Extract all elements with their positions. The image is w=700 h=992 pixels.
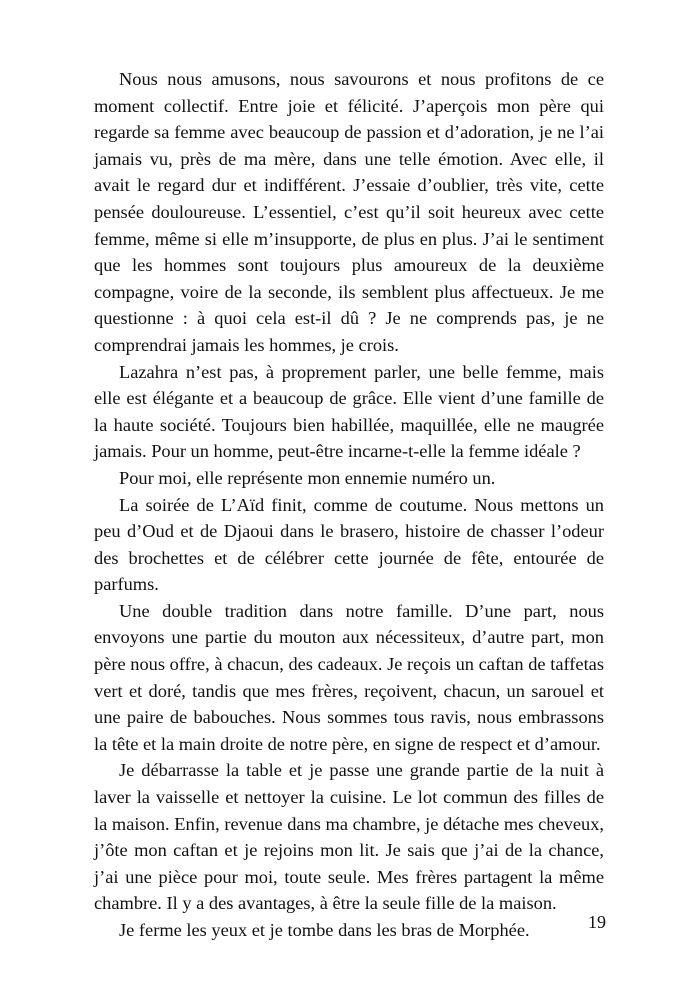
body-text [94,66,604,944]
paragraph-2: Lazahra n’est pas, à proprement parler, une belle femme, mais elle est élégante et a beaucoup de grâce. Elle vient d’une famille de la haute société. Toujours bien habillée, maquillée, elle ne maugrée jamais. Pour un homme, peut-être incarne-t-elle la femme idéale ? [94,361,604,462]
paragraph-5: Une double tradition dans notre famille. D’une part, nous envoyons une partie du mouton aux nécessiteux, d’autre part, mon père nous offre, à chacun, des cadeaux. Je reçois un caftan de taffetas vert et doré, tandis que mes frères, reçoivent, chacun, un sarouel et une paire de babouches. Nous sommes tous ravis, nous embrassons la tête et la main droite de notre père, en signe de respect et d’amour. [94,600,604,754]
paragraph-7: Je ferme les yeux et je tombe dans les bras de Morphée. [119,920,530,940]
paragraph-3: Pour moi, elle représente mon ennemie numéro un. [119,467,496,488]
paragraph-1: Nous nous amusons, nous savourons et nous profitons de ce moment collectif. Entre joie et félicité. J’aperçois mon père qui regarde sa femme avec beaucoup de passion et d’adoration, je ne l’ai jamais vu, près de ma mère, dans une telle émotion. Avec elle, il avait le regard dur et indifférent. J’essaie d’oublier, très vite, cette pensée douloureuse. L’essentiel, c’est qu’il soit heureux avec cette femme, même si elle m’insupporte, de plus en plus. J’ai le sentiment que les hommes sont toujours plus amoureux de la deuxième compagne, voire de la seconde, ils semblent plus affectueux. Je me questionne : à quoi cela est-il dû ? Je ne comprends pas, je ne comprendrai jamais les hommes, je crois. [94,69,604,355]
page-number: 19 [588,912,606,932]
paragraph-6: Je débarrasse la table et je passe une grande partie de la nuit à laver la vaisselle et nettoyer la cuisine. Le lot commun des filles de la maison. Enfin, revenue dans ma chambre, je détache mes cheveux, j’ôte mon caftan et je rejoins mon lit. Je sais que j’ai de la chance, j’ai une pièce pour moi, toute seule. Mes frères partagent la même chambre. Il y a des avantages, à être la seule fille de la maison. [94,760,604,914]
paragraph-4: La soirée de L’Aïd finit, comme de coutume. Nous mettons un peu d’Oud et de Djaoui dans le brasero, histoire de chasser l’odeur des brochettes et de célébrer cette journée de fête, entourée de parfums. [94,494,604,595]
